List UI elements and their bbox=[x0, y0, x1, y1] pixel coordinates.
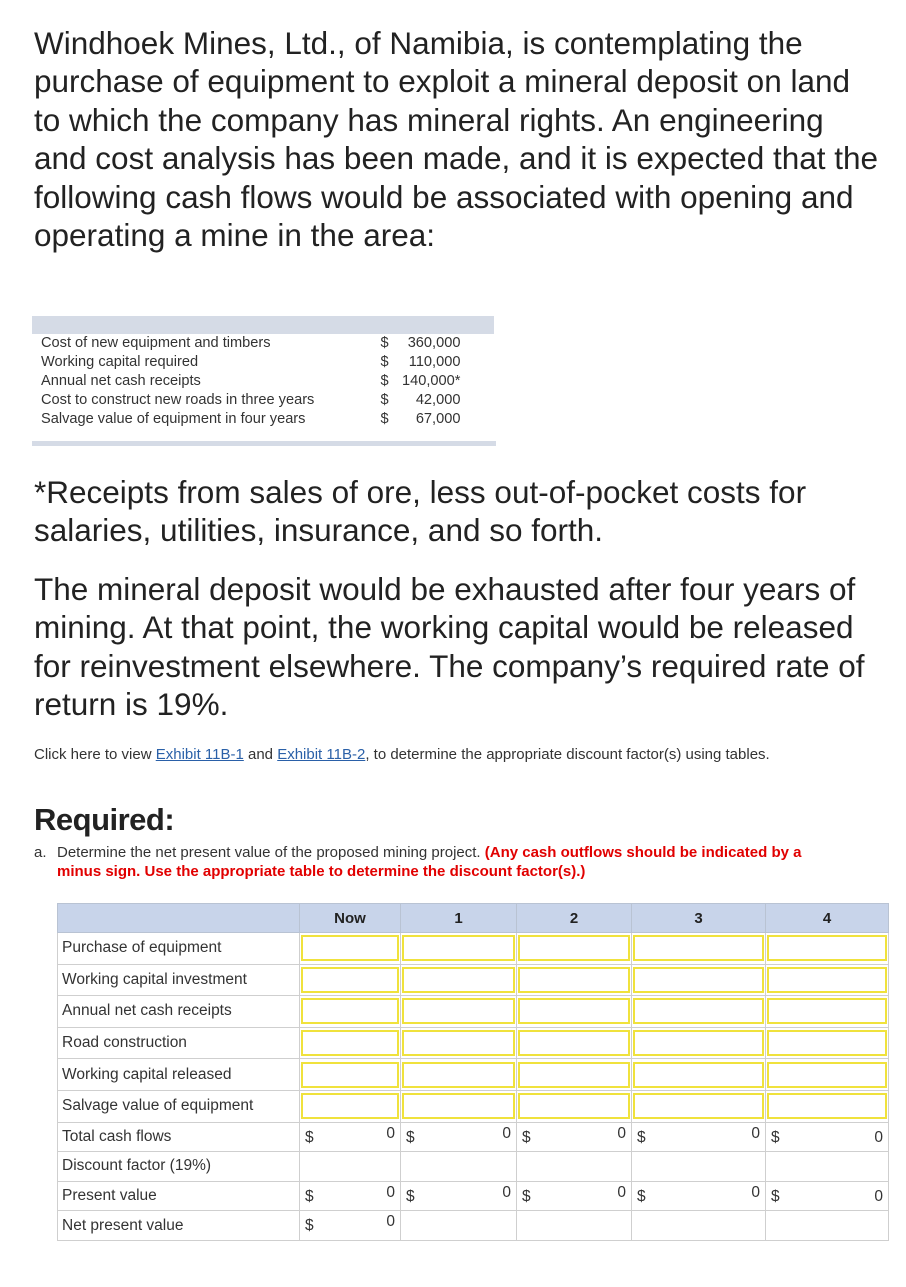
input-cell[interactable] bbox=[402, 935, 515, 961]
row-label: Salvage value of equipment bbox=[58, 1090, 300, 1122]
click-mid-text: and bbox=[243, 746, 278, 763]
click-pre-text: Click here to view bbox=[34, 746, 156, 763]
input-cell[interactable] bbox=[402, 1030, 515, 1056]
row-label: Present value bbox=[58, 1181, 300, 1211]
input-cell[interactable] bbox=[767, 1062, 887, 1088]
click-post-text: , to determine the appropriate discount factor(s) using tables. bbox=[365, 746, 770, 763]
row-present-value bbox=[58, 1181, 889, 1211]
header-year-3: 3 bbox=[632, 904, 766, 933]
given-row bbox=[32, 372, 494, 391]
given-currency: $ bbox=[380, 354, 389, 370]
input-cell[interactable] bbox=[767, 1093, 887, 1119]
header-now: Now bbox=[300, 904, 401, 933]
input-cell[interactable] bbox=[402, 1062, 515, 1088]
part-a-instruction bbox=[34, 843, 854, 881]
instruction-red-text: (Any cash outflows should be indicated by a minus sign. Use the appropriate table to determine the discount factor(s).) bbox=[57, 844, 802, 880]
row-net-present-value bbox=[58, 1211, 889, 1241]
row-label: Working capital investment bbox=[58, 964, 300, 996]
total-value: 0 bbox=[617, 1124, 626, 1142]
input-cell[interactable] bbox=[518, 935, 630, 961]
given-label: Cost of new equipment and timbers bbox=[41, 335, 271, 351]
exhibit-instructions bbox=[34, 745, 824, 764]
input-cell[interactable] bbox=[633, 998, 764, 1024]
input-cell[interactable] bbox=[402, 1093, 515, 1119]
total-value: 0 bbox=[751, 1124, 760, 1142]
input-cell[interactable] bbox=[518, 1030, 630, 1056]
input-cell[interactable] bbox=[518, 1062, 630, 1088]
input-cell[interactable] bbox=[301, 998, 399, 1024]
currency-sign: $ bbox=[637, 1187, 646, 1205]
given-amount: 42,000 bbox=[415, 392, 461, 408]
input-cell[interactable] bbox=[518, 967, 630, 993]
total-value: 0 bbox=[874, 1128, 883, 1146]
given-row bbox=[32, 334, 494, 353]
input-cell[interactable] bbox=[767, 935, 887, 961]
row-label: Road construction bbox=[58, 1027, 300, 1059]
input-cell[interactable] bbox=[402, 998, 515, 1024]
header-year-1: 1 bbox=[401, 904, 517, 933]
header-year-2: 2 bbox=[517, 904, 632, 933]
empty-cell bbox=[401, 1152, 517, 1182]
row-annual-net-cash-receipts bbox=[58, 996, 889, 1028]
row-working-capital-released bbox=[58, 1059, 889, 1091]
input-cell[interactable] bbox=[633, 1030, 764, 1056]
row-label: Total cash flows bbox=[58, 1122, 300, 1152]
given-table-bottom-bar bbox=[32, 441, 496, 446]
given-label: Working capital required bbox=[41, 354, 199, 370]
empty-cell bbox=[517, 1152, 632, 1182]
given-amount: 140,000* bbox=[402, 373, 461, 389]
input-cell[interactable] bbox=[767, 1030, 887, 1056]
given-label: Annual net cash receipts bbox=[41, 373, 201, 389]
given-currency: $ bbox=[380, 411, 389, 427]
currency-sign: $ bbox=[406, 1187, 415, 1205]
exhibit-11b-2-link[interactable]: Exhibit 11B-2 bbox=[277, 746, 366, 763]
pv-value: 0 bbox=[874, 1187, 883, 1205]
input-cell[interactable] bbox=[767, 967, 887, 993]
given-table-header bbox=[32, 316, 494, 334]
given-amount: 360,000 bbox=[407, 335, 461, 351]
input-cell[interactable] bbox=[402, 967, 515, 993]
input-cell[interactable] bbox=[633, 1093, 764, 1119]
header-year-4: 4 bbox=[766, 904, 889, 933]
row-label: Discount factor (19%) bbox=[58, 1152, 300, 1182]
instruction-text: Determine the net present value of the proposed mining project. bbox=[57, 844, 485, 861]
given-amount: 110,000 bbox=[408, 354, 461, 370]
input-cell[interactable] bbox=[518, 1093, 630, 1119]
empty-cell bbox=[766, 1152, 889, 1182]
given-currency: $ bbox=[380, 373, 389, 389]
total-value: 0 bbox=[502, 1124, 511, 1142]
given-currency: $ bbox=[380, 335, 389, 351]
part-label: a. bbox=[34, 844, 47, 861]
npv-value: 0 bbox=[386, 1213, 395, 1231]
currency-sign: $ bbox=[771, 1128, 780, 1146]
empty-cell bbox=[517, 1211, 632, 1241]
input-cell[interactable] bbox=[633, 967, 764, 993]
input-cell[interactable] bbox=[767, 998, 887, 1024]
input-cell[interactable] bbox=[301, 967, 399, 993]
exhibit-11b-1-link[interactable]: Exhibit 11B-1 bbox=[155, 746, 244, 763]
empty-cell bbox=[632, 1152, 766, 1182]
row-road-construction bbox=[58, 1027, 889, 1059]
input-cell[interactable] bbox=[301, 1030, 399, 1056]
problem-intro: Windhoek Mines, Ltd., of Namibia, is contemplating the purchase of equipment to exploit a mineral deposit on land to which the company has mineral rights. An engineering and cost analysis has been made, and it is expected that the following cash flows would be associated with opening and operating a mine in the area: bbox=[34, 25, 879, 254]
pv-value: 0 bbox=[502, 1183, 511, 1201]
receipts-note: *Receipts from sales of ore, less out-of-pocket costs for salaries, utilities, insurance, and so forth. bbox=[34, 474, 807, 549]
empty-cell bbox=[300, 1152, 401, 1182]
row-working-capital-investment bbox=[58, 964, 889, 996]
input-cell[interactable] bbox=[301, 1093, 399, 1119]
given-label: Salvage value of equipment in four years bbox=[41, 411, 306, 427]
empty-cell bbox=[766, 1211, 889, 1241]
given-amount: 67,000 bbox=[415, 411, 461, 427]
header-label bbox=[58, 904, 300, 933]
currency-sign: $ bbox=[406, 1128, 415, 1146]
total-value: 0 bbox=[386, 1124, 395, 1142]
currency-sign: $ bbox=[305, 1187, 314, 1205]
empty-cell bbox=[632, 1211, 766, 1241]
currency-sign: $ bbox=[771, 1187, 780, 1205]
currency-sign: $ bbox=[305, 1217, 314, 1235]
npv-worksheet bbox=[57, 903, 889, 1241]
pv-value: 0 bbox=[386, 1183, 395, 1201]
row-total-cash-flows bbox=[58, 1122, 889, 1152]
pv-value: 0 bbox=[751, 1183, 760, 1201]
given-data-table bbox=[32, 316, 494, 429]
row-purchase-of-equipment bbox=[58, 933, 889, 965]
row-salvage-value bbox=[58, 1090, 889, 1122]
row-label: Working capital released bbox=[58, 1059, 300, 1091]
row-label: Purchase of equipment bbox=[58, 933, 300, 965]
input-cell[interactable] bbox=[301, 1062, 399, 1088]
pv-value: 0 bbox=[617, 1183, 626, 1201]
input-cell[interactable] bbox=[633, 1062, 764, 1088]
required-heading: Required: bbox=[34, 802, 175, 837]
given-currency: $ bbox=[380, 392, 389, 408]
given-label: Cost to construct new roads in three years bbox=[41, 392, 315, 408]
input-cell[interactable] bbox=[518, 998, 630, 1024]
input-cell[interactable] bbox=[301, 935, 399, 961]
given-row bbox=[32, 391, 494, 410]
row-label: Net present value bbox=[58, 1211, 300, 1241]
currency-sign: $ bbox=[305, 1128, 314, 1146]
currency-sign: $ bbox=[522, 1128, 531, 1146]
row-discount-factor bbox=[58, 1152, 889, 1182]
empty-cell bbox=[401, 1211, 517, 1241]
row-label: Annual net cash receipts bbox=[58, 996, 300, 1028]
currency-sign: $ bbox=[522, 1187, 531, 1205]
given-row bbox=[32, 410, 494, 429]
input-cell[interactable] bbox=[633, 935, 764, 961]
currency-sign: $ bbox=[637, 1128, 646, 1146]
given-row bbox=[32, 353, 494, 372]
deposit-paragraph: The mineral deposit would be exhausted after four years of mining. At that point, the working capital would be released for reinvestment elsewhere. The company’s required rate of return is 19%. bbox=[34, 571, 865, 723]
